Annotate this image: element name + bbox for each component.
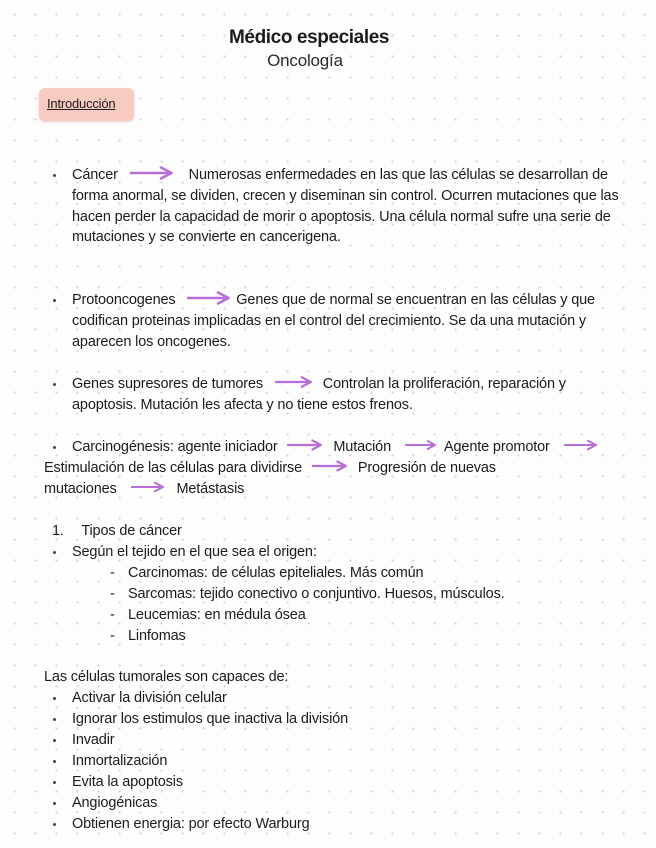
list-number: 1. (52, 523, 64, 539)
arrow-right-icon (187, 291, 231, 305)
list-item: Evita la apoptosis (72, 772, 183, 793)
cancer-types-lead: Según el tejido en el que sea el origen: (72, 542, 317, 563)
section-heading: Tipos de cáncer (81, 523, 182, 539)
carcinogenesis-line-2 (44, 458, 496, 479)
definition-genes-supresores: Controlan la proliferación, reparación y apoptosis. Mutación les afecta y no tiene estos frenos. (72, 376, 566, 413)
sub-list-item: - Leucemias: en médula ósea (128, 605, 306, 626)
carcinogenesis-step: Estimulación de las células para dividirse (44, 460, 303, 476)
page-subtitle: Oncología (267, 51, 343, 70)
list-item: Inmortalización (72, 751, 167, 772)
arrow-right-icon (312, 459, 348, 473)
list-item-genes-supresores (72, 374, 620, 416)
carcinogenesis-step: Carcinogénesis: agente iniciador (72, 439, 278, 455)
list-item-protooncogenes (72, 290, 620, 352)
page-title: Médico especiales (228, 27, 390, 48)
carcinogenesis-line-1 (72, 437, 598, 458)
list-item: Obtienen energia: por efecto Warburg (72, 814, 309, 835)
arrow-right-icon (275, 375, 313, 389)
sub-list-item: - Sarcomas: tejido conectivo o conjuntivo. Huesos, músculos. (128, 584, 505, 605)
list-item-cancer (72, 165, 620, 248)
definition-protooncogenes: Genes que de normal se encuentran en las células y que codifican proteinas implicadas en el control del crecimiento. Se da una mutación y aparecen los oncogenes. (72, 292, 595, 350)
arrow-right-icon (130, 166, 174, 180)
carcinogenesis-step: Progresión de nuevas (357, 460, 496, 476)
arrow-right-icon (287, 438, 323, 452)
section-tag-label: Introducción (47, 96, 116, 111)
list-item: Ignorar los estimulos que inactiva la división (72, 709, 348, 730)
carcinogenesis-line-3 (44, 479, 244, 500)
term-protooncogenes: Protooncogenes (72, 292, 176, 308)
definition-cancer: Numerosas enfermedades en las que las células se desarrollan de forma anormal, se dividen, crecen y diseminan sin control. Ocurren mutaciones que las hacen perder la capacidad de morir o apoptosis. Una célula normal sufre una serie de mutaciones y se convierte en cancerigena. (72, 167, 619, 246)
arrow-right-icon (405, 438, 437, 452)
arrow-right-icon (131, 480, 165, 494)
term-cancer: Cáncer (72, 167, 118, 183)
carcinogenesis-step: Mutación (333, 439, 391, 455)
carcinogenesis-step: Metástasis (176, 481, 245, 497)
sub-list-item: - Linfomas (128, 626, 186, 647)
list-item: Activar la división celular (72, 688, 227, 709)
term-genes-supresores: Genes supresores de tumores (72, 376, 263, 392)
sub-list-item: - Carcinomas: de células epiteliales. Más común (128, 563, 423, 584)
carcinogenesis-step: Agente promotor (443, 439, 550, 455)
cancer-types-heading (52, 521, 182, 542)
list-item: Angiogénicas (72, 793, 157, 814)
section-tag-introduccion[interactable] (39, 88, 134, 121)
capabilities-heading: Las células tumorales son capaces de: (44, 669, 289, 685)
arrow-right-icon (564, 438, 598, 452)
list-item: Invadir (72, 730, 114, 751)
carcinogenesis-step: mutaciones (44, 481, 117, 497)
